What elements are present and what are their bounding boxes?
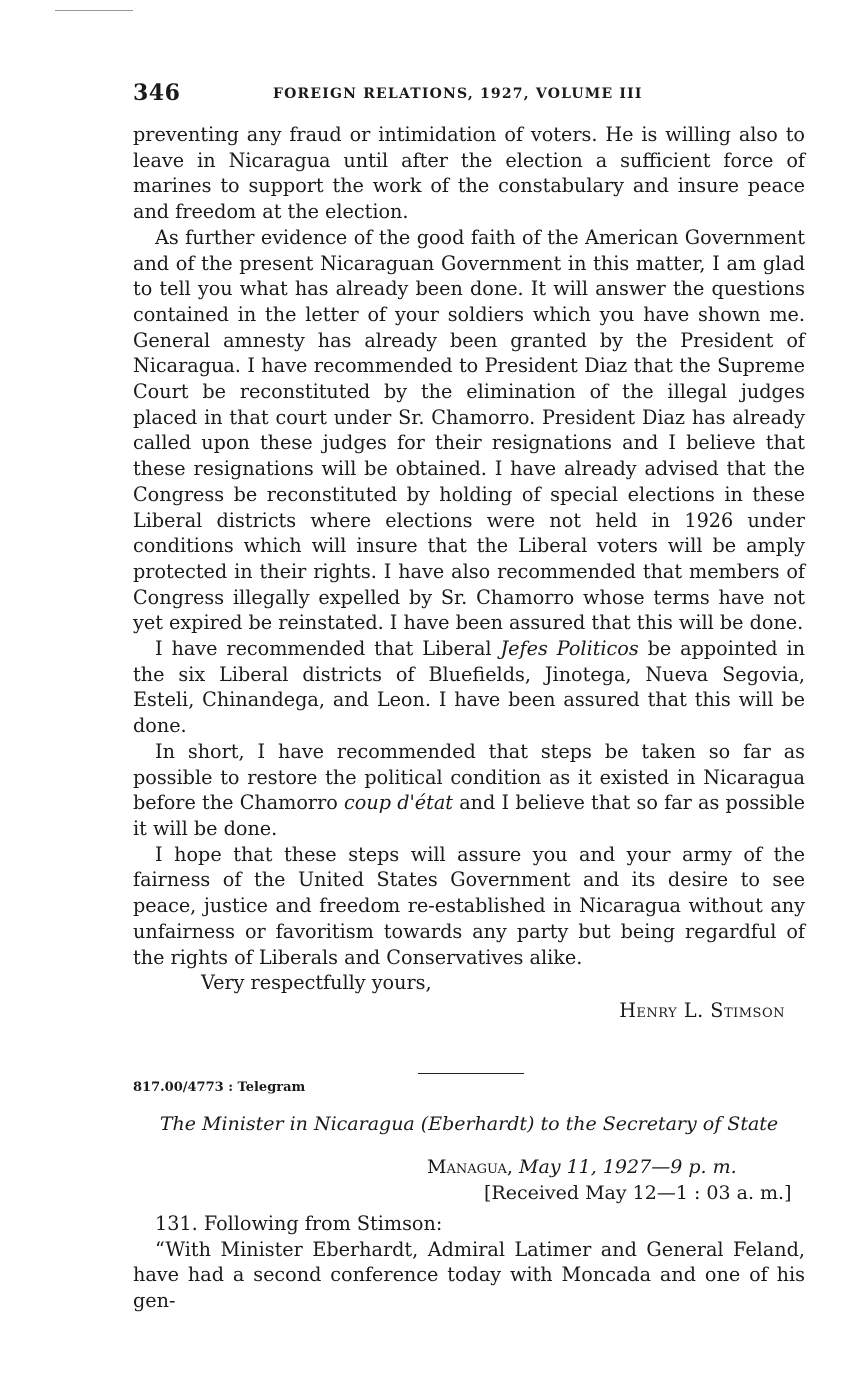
letter-paragraph-3-end: be appointed in the six Liberal districts of Bluefields, Jinotega, Nueva Segovia, Esteli, Chinandega, and Leon. I have been assured that this will be done. [133,637,805,738]
letter-closing: Very respectfully yours, [201,971,432,995]
coup-detat-term: coup d'état [344,791,453,815]
letter-paragraph-2: As further evidence of the good faith of the American Government and of the present Nicaraguan Government in this matter, I am glad to tell you what has already been done. It will answer the questions contained in the letter of your soldiers which you have shown me. General amnesty has already been granted by the President of Nicaragua. I have recommended to President Diaz that the Supreme Court be reconstituted by the elimination of the illegal judges placed in that court under Sr. Chamorro. President Diaz has already called upon these judges for their resignations and I believe that these resignations will be obtained. I have already advised that the Congress be reconstituted by holding of special elections in these Liberal districts where elections were not held in 1926 under conditions which will insure that the Liberal voters will be amply protected in their rights. I have also recommended that members of Congress illegally expelled by Sr. Chamorro whose terms have not yet expired be reinstated. I have been assured that this will be done. [133,225,805,635]
file-reference: 817.00/4773 : Telegram [133,1080,306,1095]
page-number: 346 [133,80,181,106]
dateline-date: May 11, 1927—9 p. m. [519,1156,737,1178]
letter-paragraph-4-start: In short, I have recommended that steps be taken so far as possible to restore the political condition as it existed in Nicaragua before the Chamorro [133,739,805,815]
letter-body [133,122,805,1024]
letter-signature: Henry L. Stimson [619,998,785,1022]
page-header [133,80,785,110]
received-note: [Received May 12—1 : 03 a. m.] [484,1182,792,1204]
dateline-place: Managua, [427,1156,513,1178]
letter-paragraph-3-start: I have recommended that Liberal [155,637,501,661]
document-title: The Minister in Nicaragua (Eberhardt) to the Secretary of State [159,1113,779,1135]
running-head: FOREIGN RELATIONS, 1927, VOLUME III [273,86,643,102]
dateline [427,1156,737,1178]
telegram-paragraph-2: “With Minister Eberhardt, Admiral Latimer and General Feland, have had a second conference today with Moncada and one of his gen- [133,1237,805,1313]
letter-paragraph-3 [133,636,805,739]
section-separator [418,1073,524,1074]
letter-paragraph-1: preventing any fraud or intimidation of voters. He is willing also to leave in Nicaragua until after the election a sufficient force of marines to support the work of the constabulary and insure peace and freedom at the election. [133,123,805,224]
telegram-body [133,1211,805,1314]
letter-paragraph-4-end: and I believe that so far as possible it will be done. [133,791,805,840]
telegram-paragraph-1: 131. Following from Stimson: [155,1212,443,1235]
letter-paragraph-4 [133,739,805,842]
letter-paragraph-5: I hope that these steps will assure you and your army of the fairness of the United States Government and its desire to see peace, justice and freedom re-established in Nicaragua without any unfairness or favoritism towards any party but being regardful of the rights of Liberals and Conservatives alike. [133,842,805,969]
jefes-politicos-term: Jefes Politicos [500,637,639,661]
top-rule [55,10,133,11]
